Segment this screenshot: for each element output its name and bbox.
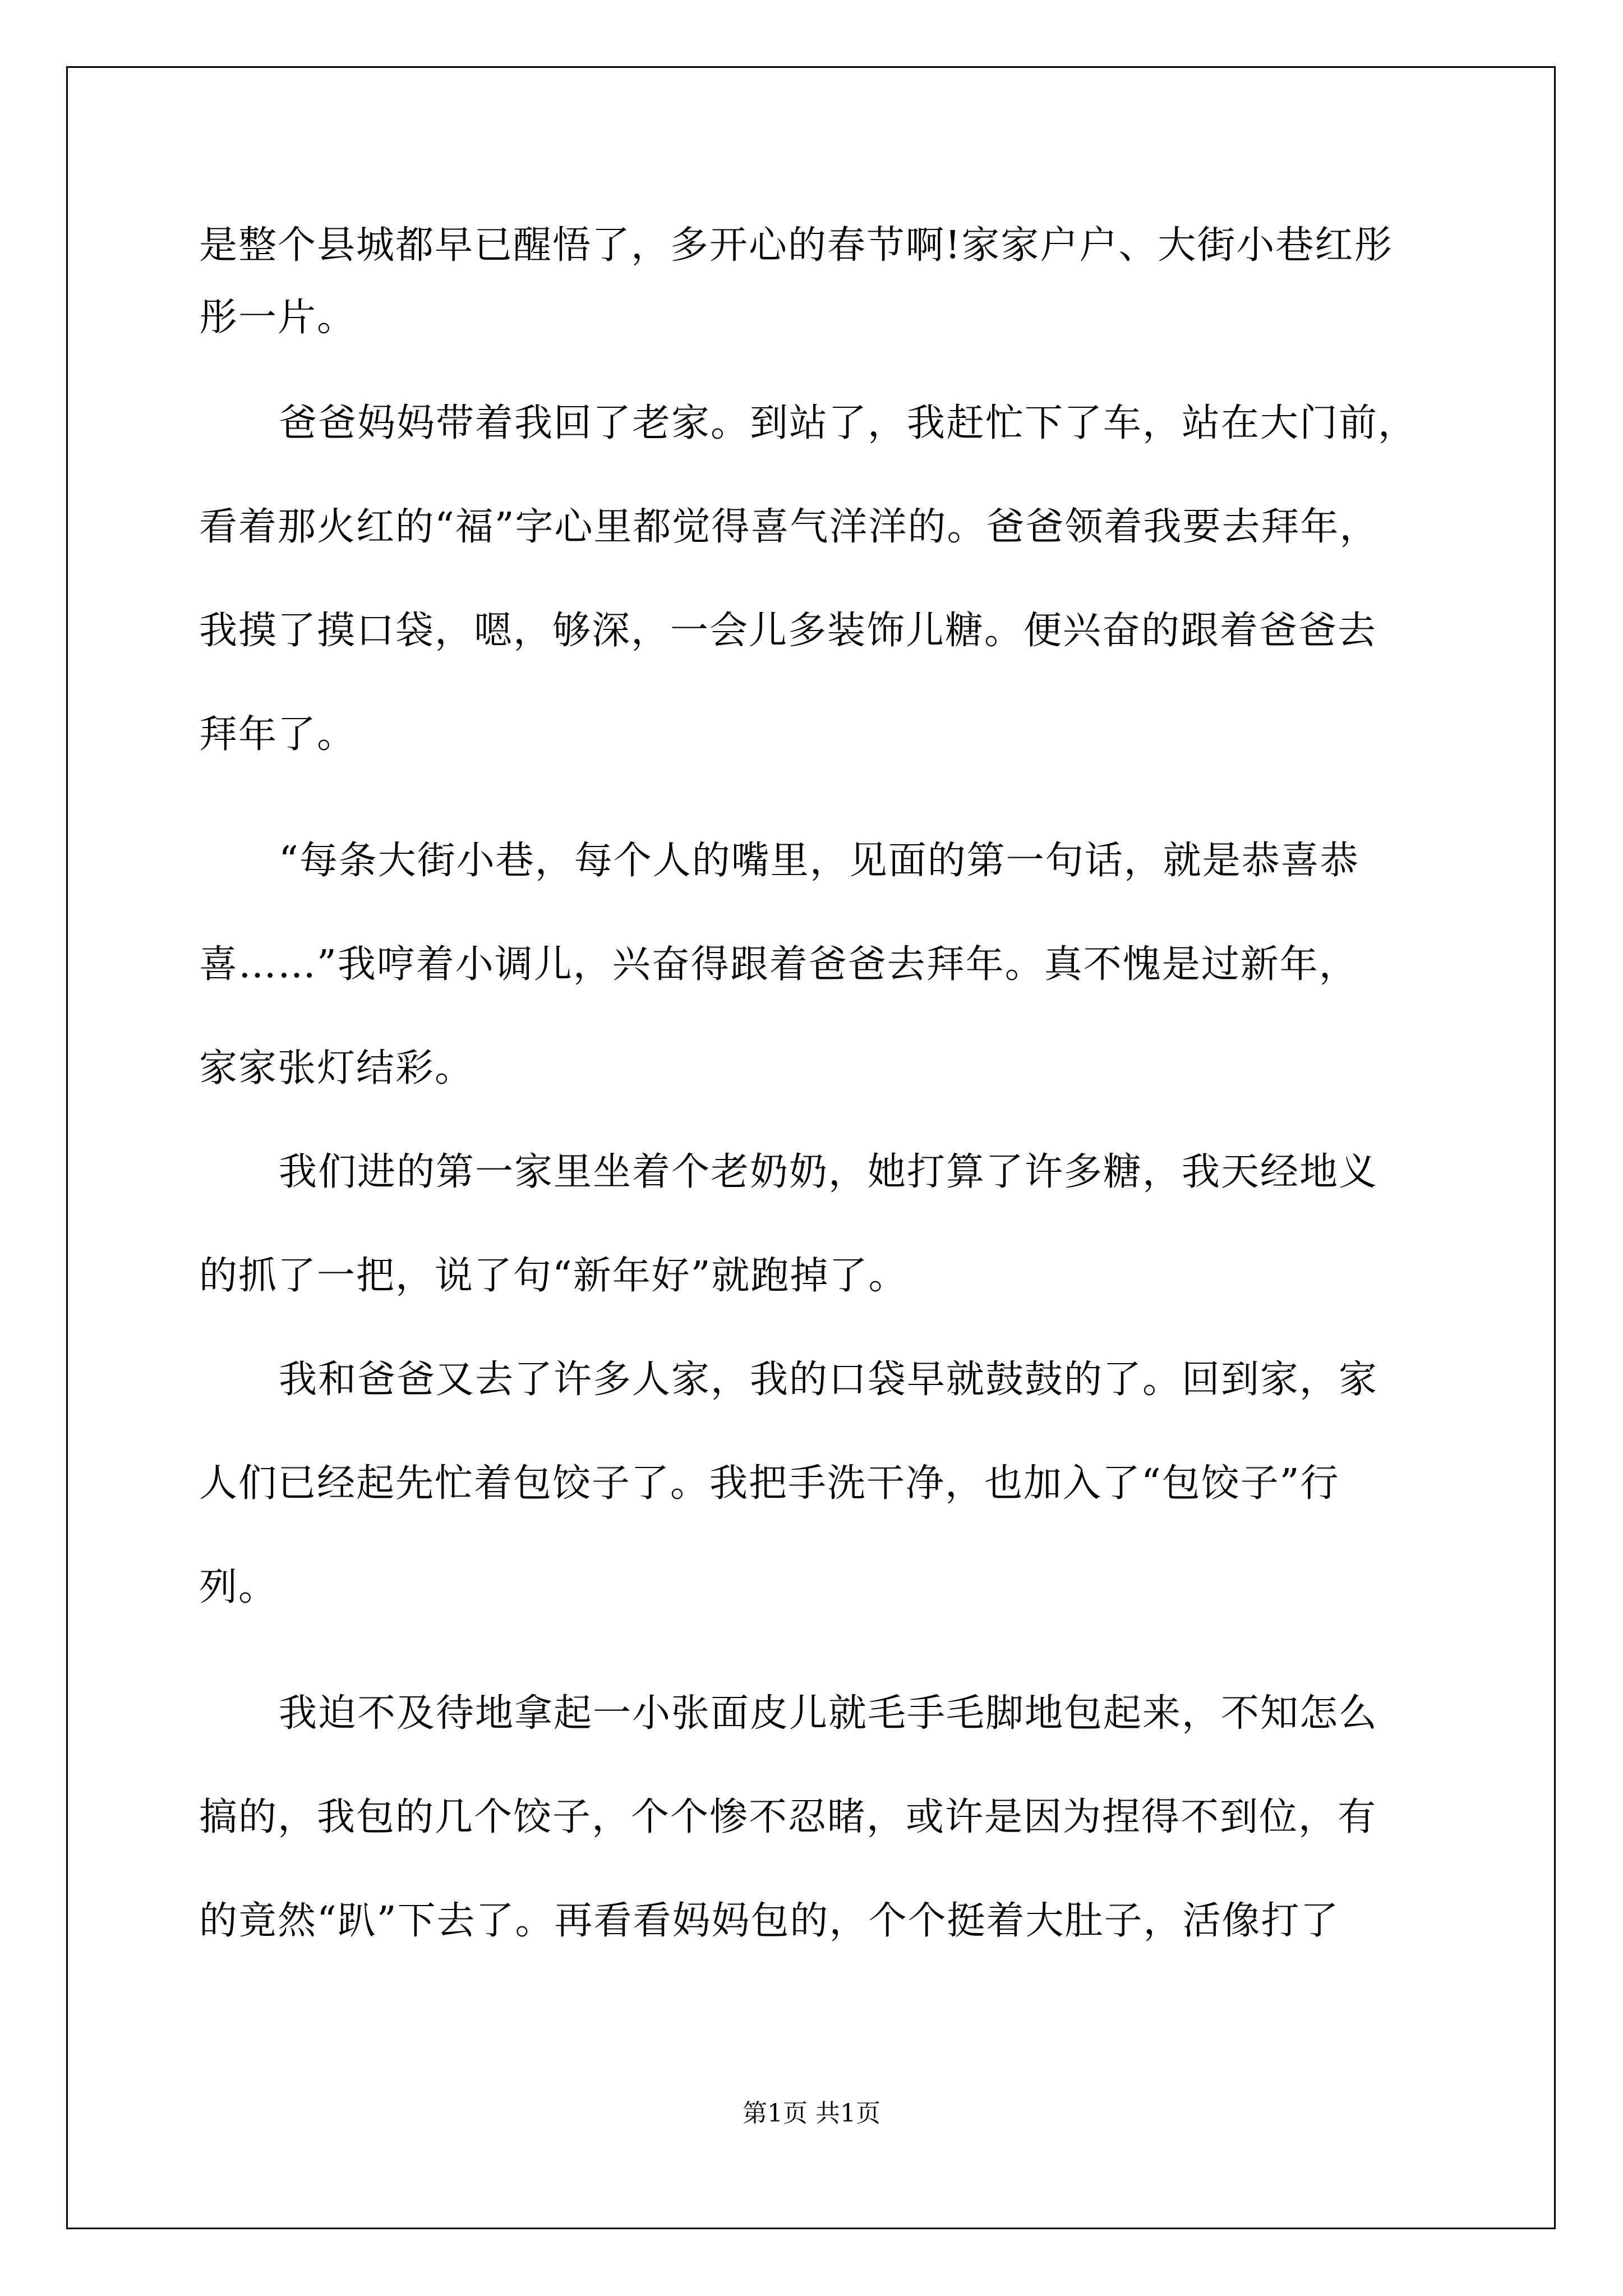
- text-line-12: 我和爸爸又去了许多人家，我的口袋早就鼓鼓的了。回到家，家: [279, 1358, 1378, 1402]
- text-line-3: 爸爸妈妈带着我回了老家。到站了，我赶忙下了车，站在大门前，: [279, 401, 1418, 445]
- text-line-7: “每条大街小巷，每个人的嘴里，见面的第一句话，就是恭喜恭: [279, 839, 1359, 883]
- text-line-10: 我们进的第一家里坐着个老奶奶，她打算了许多糖，我天经地义: [279, 1150, 1378, 1194]
- text-line-14: 列。: [199, 1565, 278, 1609]
- page-number-footer: 第1页 共1页: [743, 2099, 880, 2128]
- text-line-16: 搞的，我包的几个饺子，个个惨不忍睹，或许是因为捏得不到位，有: [199, 1795, 1377, 1839]
- text-line-17: 的竟然“趴”下去了。再看看妈妈包的，个个挺着大肚子，活像打了: [199, 1899, 1340, 1943]
- text-line-5: 我摸了摸口袋，嗯，够深，一会儿多装饰儿糖。便兴奋的跟着爸爸去: [199, 609, 1377, 653]
- text-line-13: 人们已经起先忙着包饺子了。我把手洗干净，也加入了“包饺子”行: [199, 1461, 1340, 1506]
- text-line-15: 我迫不及待地拿起一小张面皮儿就毛手毛脚地包起来，不知怎么: [279, 1691, 1378, 1736]
- text-line-9: 家家张灯结彩。: [199, 1046, 474, 1091]
- text-line-11: 的抓了一把，说了句“新年好”就跑掉了。: [199, 1254, 908, 1298]
- text-line-1: 是整个县城都早已醒悟了，多开心的春节啊!家家户户、大街小巷红彤: [199, 223, 1394, 268]
- text-line-6: 拜年了。: [199, 712, 357, 757]
- text-line-2: 彤一片。: [199, 296, 357, 340]
- text-line-4: 看着那火红的“福”字心里都觉得喜气洋洋的。爸爸领着我要去拜年，: [199, 505, 1379, 549]
- text-line-8: 喜……”我哼着小调儿，兴奋得跟着爸爸去拜年。真不愧是过新年，: [199, 942, 1358, 987]
